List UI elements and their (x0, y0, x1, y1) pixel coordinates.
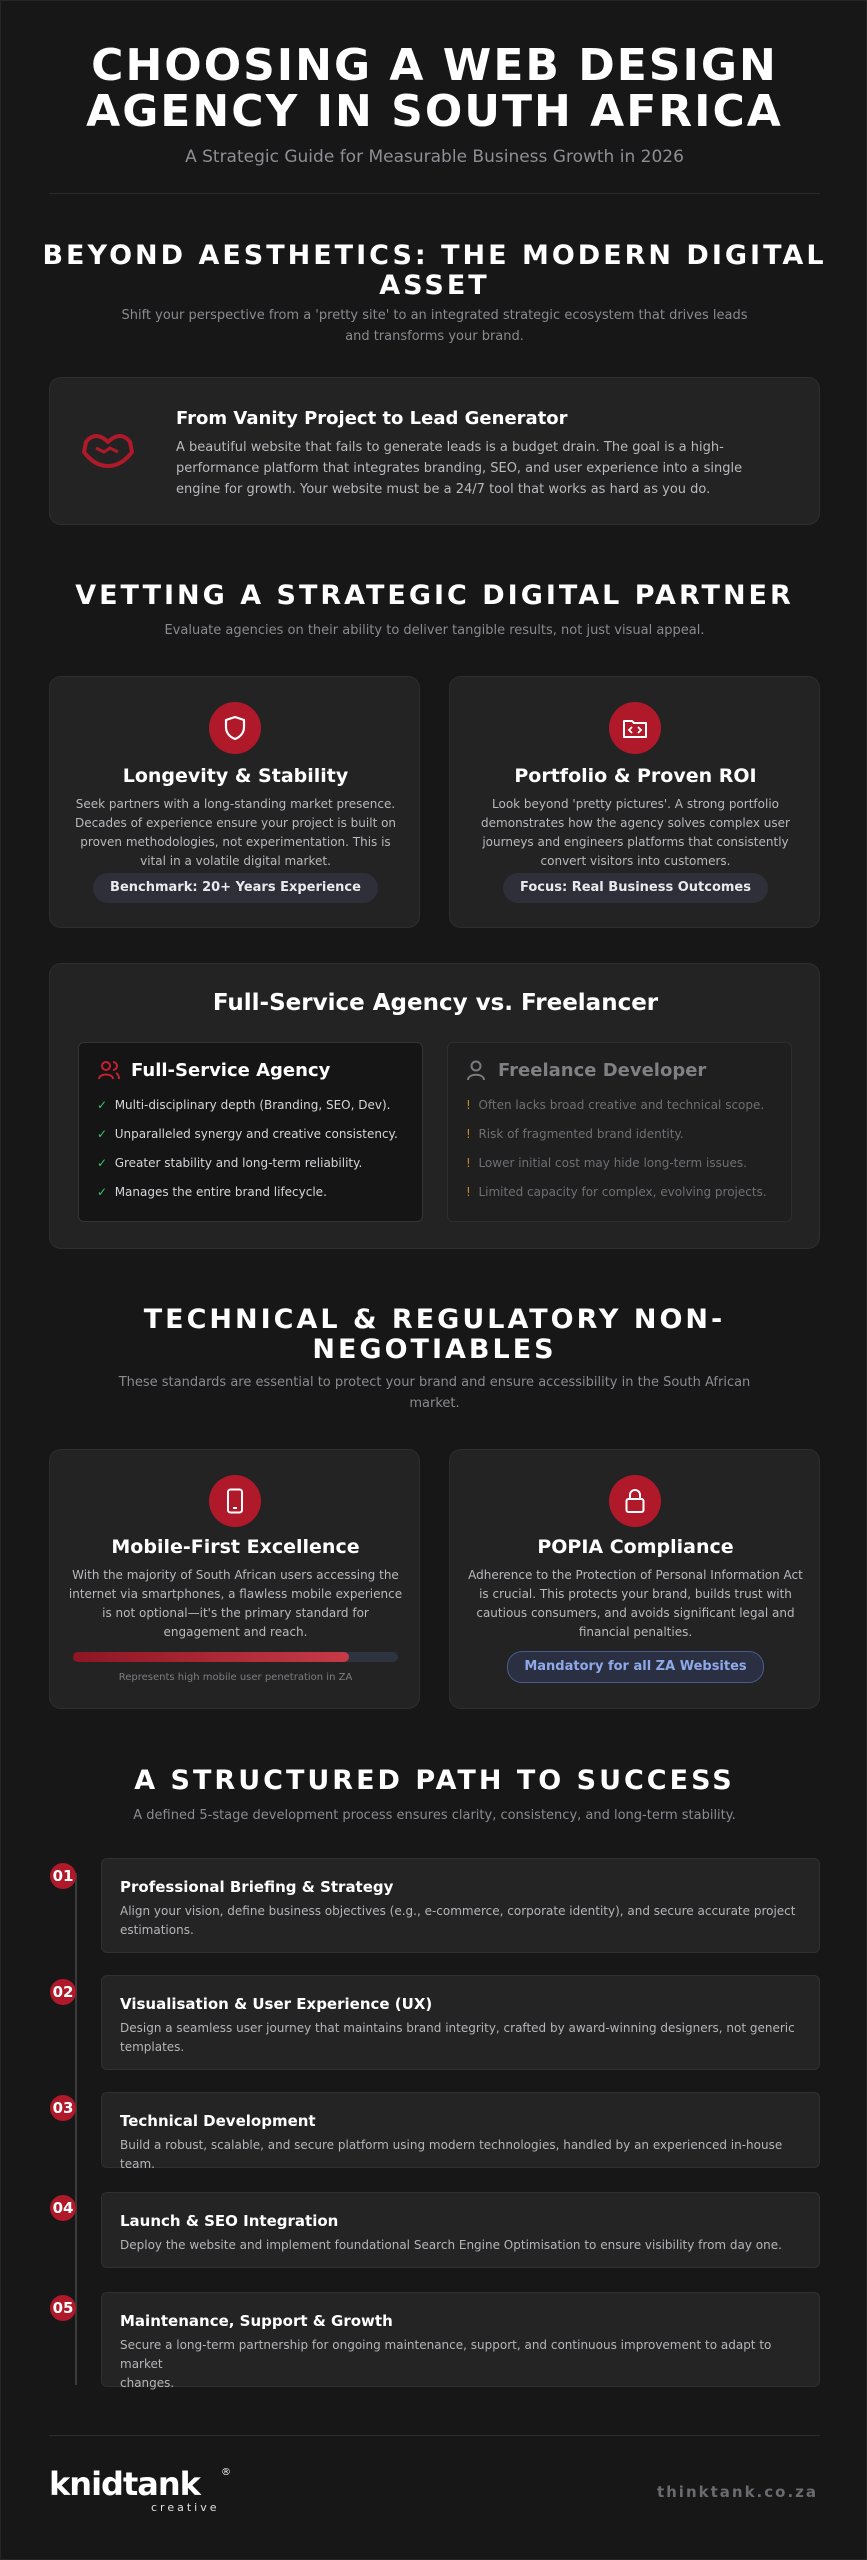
warning-icon: ! (466, 1098, 471, 1112)
step-text (120, 2236, 800, 2255)
card-text (68, 1566, 403, 1642)
title-line-2: AGENCY IN SOUTH AFRICA (86, 86, 783, 137)
step-text-line: changes. (120, 2376, 175, 2390)
step-title: Launch & SEO Integration (120, 2212, 339, 2230)
step-number: 01 (50, 1863, 76, 1889)
company-logo (49, 2465, 249, 2515)
section-title-beyond-aesthetics (41, 241, 828, 301)
card-text (176, 437, 796, 500)
step-card (101, 2292, 820, 2390)
list-item (97, 1155, 362, 1171)
step-text-line: templates. (120, 2040, 185, 2054)
step-number: 03 (50, 2095, 76, 2121)
benchmark-pill: Benchmark: 20+ Years Experience (93, 873, 378, 903)
vanity-project-card (49, 377, 820, 525)
agency-title: Full-Service Agency (131, 1060, 331, 1081)
page-subtitle: A Strategic Guide for Measurable Business Growth in 2026 (185, 147, 684, 167)
step-title: Professional Briefing & Strategy (120, 1878, 394, 1896)
list-item-text: Multi-disciplinary depth (Branding, SEO, Dev). (114, 1098, 391, 1112)
list-item-text: Limited capacity for complex, evolving projects. (478, 1185, 767, 1199)
list-item (466, 1126, 684, 1142)
step-text (120, 2019, 800, 2057)
list-item (97, 1097, 390, 1113)
card-text (68, 795, 403, 871)
smartphone-icon (209, 1475, 261, 1527)
users-icon (97, 1059, 121, 1085)
step-card (101, 1858, 820, 1953)
card-text-line: Decades of experience ensure your project is built on (74, 816, 397, 830)
card-text-line: financial penalties. (578, 1625, 693, 1639)
popia-card (449, 1449, 820, 1709)
section-subtitle (111, 305, 758, 347)
card-text-line: Adherence to the Protection of Personal Information Act (468, 1568, 803, 1582)
logo-registered-mark: ® (221, 2467, 231, 2478)
card-text-line: convert visitors into customers. (540, 854, 731, 868)
handshake-icon (80, 428, 136, 472)
step-card (101, 2092, 820, 2171)
warning-icon: ! (466, 1127, 471, 1141)
card-text-line: engagement and reach. (163, 1625, 308, 1639)
mandatory-pill: Mandatory for all ZA Websites (507, 1651, 764, 1683)
section-title-technical (41, 1305, 828, 1365)
section-subtitle-line: These standards are essential to protect your brand and ensure accessibility in the South African (118, 1375, 751, 1390)
card-title: Portfolio & Proven ROI (514, 765, 757, 787)
divider (49, 2435, 820, 2436)
list-item (466, 1184, 767, 1200)
user-icon (466, 1059, 486, 1085)
card-text-line: is not optional—it's the primary standard for (102, 1606, 369, 1620)
card-title: Mobile-First Excellence (111, 1536, 360, 1558)
comparison-panel (49, 963, 820, 1249)
section-title-vetting: VETTING A STRATEGIC DIGITAL PARTNER (75, 580, 794, 611)
card-text (468, 1566, 803, 1642)
card-text-line: engine for growth. Your website must be a 24/7 tool that works as hard as you do. (176, 482, 711, 497)
step-title: Visualisation & User Experience (UX) (120, 1995, 433, 2013)
shield-icon (209, 702, 261, 754)
code-folder-icon (609, 702, 661, 754)
list-item (466, 1097, 764, 1113)
section-title-line: NEGOTIABLES (312, 1334, 557, 1365)
check-icon: ✓ (97, 1098, 108, 1112)
section-subtitle-line: Shift your perspective from a 'pretty site' to an integrated strategic ecosystem that drives leads (121, 308, 748, 323)
list-item-text: Manages the entire brand lifecycle. (114, 1185, 327, 1199)
focus-pill: Focus: Real Business Outcomes (503, 873, 768, 903)
list-item-text: Greater stability and long-term reliability. (114, 1156, 363, 1170)
warning-icon: ! (466, 1156, 471, 1170)
step-number: 05 (50, 2295, 76, 2321)
step-number: 02 (50, 1979, 76, 2005)
card-text-line: With the majority of South African users accessing the (72, 1568, 399, 1582)
check-icon: ✓ (97, 1185, 108, 1199)
card-title: Longevity & Stability (122, 765, 349, 787)
section-subtitle-line: and transforms your brand. (345, 329, 524, 344)
comparison-title: Full-Service Agency vs. Freelancer (212, 990, 659, 1016)
step-text (120, 1902, 800, 1940)
step-card (101, 1975, 820, 2070)
step-text (120, 2336, 800, 2393)
mobile-first-card (49, 1449, 420, 1709)
list-item-text: Lower initial cost may hide long-term issues. (478, 1156, 747, 1170)
check-icon: ✓ (97, 1156, 108, 1170)
card-text-line: internet via smartphones, a flawless mobile experience (68, 1587, 403, 1601)
step-text-line: Deploy the website and implement foundational Search Engine Optimisation to ensure visibility from day one. (120, 2238, 782, 2252)
section-subtitle (111, 1372, 758, 1414)
step-text-line: Design a seamless user journey that maintains brand integrity, crafted by award-winning designers, not generic (120, 2021, 795, 2035)
card-text-line: vital in a volatile digital market. (140, 854, 331, 868)
card-text-line: Look beyond 'pretty pictures'. A strong portfolio (492, 797, 779, 811)
step-card (101, 2192, 820, 2268)
list-item-text: Risk of fragmented brand identity. (478, 1127, 684, 1141)
step-title: Technical Development (120, 2112, 316, 2130)
warning-icon: ! (466, 1185, 471, 1199)
card-text-line: performance platform that integrates branding, SEO, and user experience into a single (176, 461, 743, 476)
freelancer-column (447, 1042, 792, 1222)
title-line-1: CHOOSING A WEB DESIGN (91, 40, 778, 91)
section-title-line: BEYOND AESTHETICS: THE MODERN DIGITAL (42, 240, 827, 271)
progress-caption: Represents high mobile user penetration in ZA (118, 1672, 353, 1683)
step-text-line: Align your vision, define business objectives (e.g., e-commerce, corporate identity), and secure accurate project (120, 1904, 796, 1918)
card-title: POPIA Compliance (537, 1536, 734, 1558)
step-text-line: Build a robust, scalable, and secure platform using modern technologies, handled by an experienced in-house team. (120, 2138, 783, 2171)
card-text-line: is crucial. This protects your brand, builds trust with (479, 1587, 792, 1601)
check-icon: ✓ (97, 1127, 108, 1141)
website-link[interactable]: thinktank.co.za (656, 2483, 818, 2501)
list-item-text: Unparalleled synergy and creative consistency. (114, 1127, 398, 1141)
logo-subtitle: creative (151, 2501, 220, 2514)
card-text-line: proven methodologies, not experimentation. This is (80, 835, 391, 849)
step-number: 04 (50, 2195, 76, 2221)
card-text-line: demonstrates how the agency solves complex user (481, 816, 790, 830)
section-title-line: ASSET (379, 270, 490, 301)
divider (49, 193, 820, 194)
freelancer-title: Freelance Developer (498, 1060, 707, 1081)
card-text-line: A beautiful website that fails to generate leads is a budget drain. The goal is a high- (176, 440, 724, 455)
logo-wordmark: knidtank (49, 2465, 200, 2503)
list-item (97, 1184, 327, 1200)
section-title-path: A STRUCTURED PATH TO SUCCESS (134, 1765, 735, 1796)
agency-column (78, 1042, 423, 1222)
card-text-line: journeys and engineers platforms that consistently (482, 835, 789, 849)
page-title (1, 40, 867, 137)
longevity-card (49, 676, 420, 928)
card-title: From Vanity Project to Lead Generator (176, 408, 568, 429)
section-subtitle-line: market. (409, 1396, 460, 1411)
step-text-line: estimations. (120, 1923, 194, 1937)
card-text (468, 795, 803, 871)
mobile-penetration-bar (73, 1652, 398, 1662)
section-title-line: TECHNICAL & REGULATORY NON- (143, 1304, 726, 1335)
portfolio-card (449, 676, 820, 928)
card-text-line: cautious consumers, and avoids significant legal and (476, 1606, 795, 1620)
card-text-line: Seek partners with a long-standing market presence. (75, 797, 396, 811)
lock-icon (609, 1475, 661, 1527)
section-subtitle: A defined 5-stage development process ensures clarity, consistency, and long-term stability. (133, 1808, 736, 1823)
step-text-line: Secure a long-term partnership for ongoing maintenance, support, and continuous improvement to adapt to market (120, 2338, 772, 2371)
list-item (466, 1155, 747, 1171)
section-subtitle: Evaluate agencies on their ability to deliver tangible results, not just visual appeal. (164, 623, 705, 638)
list-item-text: Often lacks broad creative and technical scope. (478, 1098, 765, 1112)
progress-fill (73, 1652, 349, 1662)
step-title: Maintenance, Support & Growth (120, 2312, 393, 2330)
step-text (120, 2136, 800, 2174)
list-item (97, 1126, 398, 1142)
